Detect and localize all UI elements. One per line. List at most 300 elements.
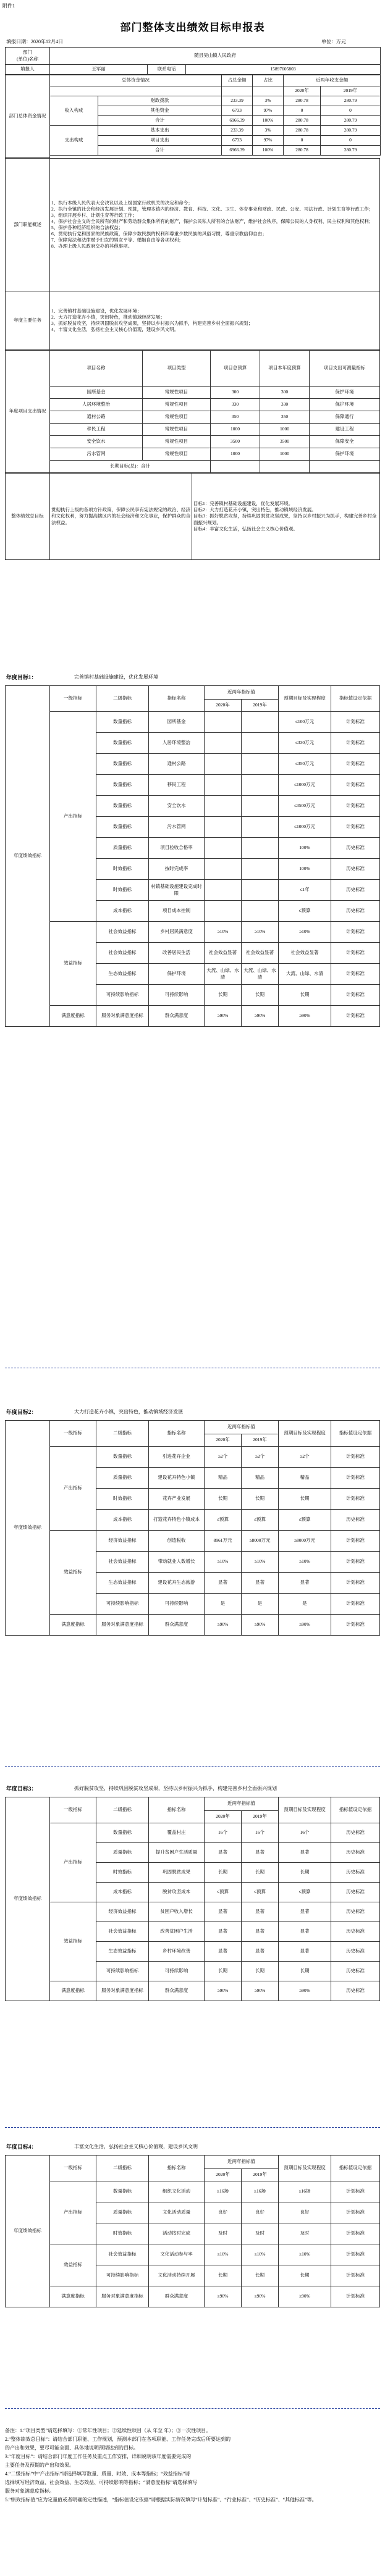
indicator-2019: 显著	[242, 1942, 279, 1962]
header-level2: 二级指标	[96, 686, 149, 712]
goal-text: 抓好脱贫攻坚，持续巩固脱贫攻坚成果，坚持以乡村振兴为抓手，构建完善乡村全面振兴规划	[74, 1786, 277, 1791]
header-target: 预期目标及实现程度	[279, 686, 331, 712]
indicator-name: 文化活动质量	[149, 2202, 205, 2223]
indicator-target: 长期	[279, 1962, 331, 1981]
indicator-row	[6, 1006, 380, 1027]
income-row-ratio: 100%	[253, 116, 284, 126]
indicator-2020: 显著	[205, 1942, 242, 1962]
indicator-target: ≥10%	[279, 2244, 331, 2265]
indicator-level2: 数量指标	[96, 754, 149, 775]
indicator-2019: ≥10%	[242, 2244, 279, 2265]
indicator-name: 群众满意度	[149, 1981, 205, 2001]
annual-work-content	[50, 291, 380, 350]
section-divider	[5, 2408, 380, 2409]
indicator-basis: 历史标准	[331, 1843, 380, 1863]
goal-label: 年度目标3：	[6, 1786, 37, 1792]
expense-row-ratio: 97%	[253, 136, 284, 146]
header-recent: 近两年指标值	[205, 2156, 279, 2169]
indicator-basis: 历史标准	[331, 1510, 380, 1531]
project-year: 300	[260, 387, 310, 399]
indicator-level1: 满意度指标	[50, 1981, 96, 2001]
header-target: 预期目标及实现程度	[279, 1797, 331, 1823]
indicator-2020: 长期	[205, 1863, 242, 1883]
indicator-target: 100%	[279, 859, 331, 880]
header-level1: 一级指标	[50, 1421, 96, 1447]
indicator-target: 显著	[279, 1942, 331, 1962]
indicator-2019: 长期	[242, 1863, 279, 1883]
indicator-basis: 计划标准	[331, 2223, 380, 2244]
page-title: 部门整体支出绩效目标申报表	[120, 22, 265, 33]
indicator-target: ≥90%	[279, 2286, 331, 2307]
projects-label: 年度项目支出情况	[6, 351, 50, 473]
expense-row-ratio: 3%	[253, 126, 284, 136]
indicator-name: 带动就业人数增长	[149, 1552, 205, 1573]
header-year-2020: 2020年	[205, 1811, 242, 1823]
indicator-level2: 社会效益指标	[96, 922, 149, 943]
indicator-2020	[205, 796, 242, 817]
note-line: 服务对象满意度指标。	[5, 2488, 54, 2494]
indicator-2020	[205, 754, 242, 775]
indicator-target: ≤1年	[279, 880, 331, 901]
indicator-level2: 数量指标	[96, 733, 149, 754]
indicator-name: 覆盖村庄	[149, 1823, 205, 1843]
indicator-basis: 历史标准	[331, 1962, 380, 1981]
indicator-level2: 服务对象满意度指标	[96, 1615, 149, 1636]
indicator-basis: 计划标准	[331, 712, 380, 733]
indicator-level2: 数量指标	[96, 796, 149, 817]
indicator-name: 贫困户收入增长	[149, 1902, 205, 1922]
indicator-2020: ≥90%	[205, 2286, 242, 2307]
indicator-name: 建设花卉生态旅游	[149, 1573, 205, 1594]
project-year: 330	[260, 399, 310, 411]
indicator-target: ≥90%	[279, 1981, 331, 2001]
project-type: 常规性项目	[143, 399, 211, 411]
indicator-target: ≥10%	[279, 922, 331, 943]
indicator-name: 改善贫困户生活	[149, 1922, 205, 1942]
indicator-target: 良好	[279, 2202, 331, 2223]
indicator-level2: 时效指标	[96, 859, 149, 880]
indicator-level1: 产出指标	[50, 712, 96, 922]
indicator-target: ≥90%	[279, 1615, 331, 1636]
header-year-2020: 2020年	[205, 1434, 242, 1447]
basic-info-table	[5, 47, 381, 75]
indicator-2019: 社会效益显著	[242, 943, 279, 964]
indicator-basis: 计划标准	[331, 964, 380, 985]
indicator-row	[6, 2244, 380, 2265]
indicator-name: 提升贫困户生活质量	[149, 1843, 205, 1863]
indicator-row	[6, 922, 380, 943]
indicator-2019	[242, 901, 279, 922]
indicator-2019	[242, 838, 279, 859]
header-recent: 近两年指标值	[205, 1421, 279, 1434]
indicator-level2: 质量指标	[96, 2202, 149, 2223]
indicator-basis: 计划标准	[331, 796, 380, 817]
budget-header-ratio: 占比	[253, 75, 284, 86]
contact-label: 填报人	[6, 65, 50, 75]
indicator-level2: 社会效益指标	[96, 1552, 149, 1573]
note-line: 2.“整体绩效总目标”：请结合部门职能、工作规划，预测本部门在各项职能、工作任务完成后所要达到的	[5, 2436, 231, 2442]
indicator-row	[6, 2286, 380, 2307]
indicator-target: 大流、山绿、水清	[279, 964, 331, 985]
indicator-basis: 计划标准	[331, 2286, 380, 2307]
header-indicator: 指标名称	[149, 1797, 205, 1823]
goal-indicator-table	[5, 2155, 380, 2307]
attachment-label: 附件1	[2, 3, 15, 9]
indicator-basis: 历史标准	[331, 838, 380, 859]
indicator-name: 可持续影响	[149, 1594, 205, 1615]
indicator-basis: 计划标准	[331, 754, 380, 775]
indicator-basis: 历史标准	[331, 1922, 380, 1942]
note-line: 选择填写经济效益、社会效益、生态效益、可持续影响等指标；“满意度指标”请选择填写	[5, 2480, 198, 2485]
expense-row-2019: 280.79	[321, 146, 381, 156]
header-level1: 一级指标	[50, 686, 96, 712]
header-level2: 二级指标	[96, 1421, 149, 1447]
project-total: 3500	[211, 436, 260, 448]
indicator-name: 建设花卉特色小镇	[149, 1468, 205, 1489]
indicator-target: 是	[279, 1594, 331, 1615]
indicator-level2: 成本指标	[96, 1510, 149, 1531]
duties-content	[50, 159, 380, 291]
projects-table	[5, 350, 380, 473]
indicator-2019: 长期	[242, 1489, 279, 1510]
indicator-target: ≤350万元	[279, 754, 331, 775]
indicator-2020: 是	[205, 1594, 242, 1615]
duties-label: 部门职能概述	[6, 159, 50, 291]
projects-header-total: 项目总预算	[211, 351, 260, 387]
indicator-level2: 生态效益指标	[96, 1942, 149, 1962]
indicator-name: 项目成本控制	[149, 901, 205, 922]
header-basis: 指标值设定依据	[331, 2156, 380, 2181]
indicator-target: ≥8000万元	[279, 1531, 331, 1552]
indicator-2020	[205, 859, 242, 880]
project-metric: 保护环境	[310, 448, 380, 461]
indicator-target: 显著	[279, 1922, 331, 1942]
indicator-level2: 服务对象满意度指标	[96, 2286, 149, 2307]
project-name: 园所基金	[50, 387, 143, 399]
indicator-2019	[242, 880, 279, 901]
income-label: 收入构成	[50, 96, 98, 126]
indicator-basis: 计划标准	[331, 2244, 380, 2265]
project-type: 常规性项目	[143, 436, 211, 448]
indicator-level2: 可持续影响指标	[96, 1594, 149, 1615]
indicator-basis: 计划标准	[331, 817, 380, 838]
income-row-amount: 233.39	[222, 96, 253, 106]
project-total: 350	[211, 411, 260, 424]
project-name: 移民工程	[50, 424, 143, 436]
indicator-2020: 显著	[205, 1922, 242, 1942]
indicator-2020: 大流、山绿、水清	[205, 964, 242, 985]
income-row-2019: 280.79	[321, 96, 381, 106]
header-year-2019: 2019年	[242, 1434, 279, 1447]
goal-indicator-table	[5, 685, 380, 1027]
indicator-2020: 显著	[205, 1843, 242, 1863]
indicator-name: 村镇基础设施建设完成时限	[149, 880, 205, 901]
indicator-basis: 历史标准	[331, 1981, 380, 2001]
indicator-target: 长期	[279, 985, 331, 1006]
indicator-level2: 数量指标	[96, 1823, 149, 1843]
annual-work-item: 2、大力打造花卉小镇，突出特色，推动镇域经济发展；	[51, 314, 165, 320]
indicator-2019	[242, 859, 279, 880]
indicator-target: ≤3500万元	[279, 796, 331, 817]
indicator-basis: 计划标准	[331, 1552, 380, 1573]
indicator-level2: 社会效益指标	[96, 1922, 149, 1942]
goal-label: 年度目标1：	[6, 674, 37, 680]
indicator-basis: 历史标准	[331, 901, 380, 922]
duty-item: 7、保障宪法和法律赋予妇女的男女平等、婚姻自由等各项权利；	[51, 237, 184, 243]
income-row-amount: 6733	[222, 106, 253, 116]
indicator-2020: 16个	[205, 1823, 242, 1843]
project-metric: 保障安全	[310, 436, 380, 448]
indicator-2020: 显著	[205, 1573, 242, 1594]
indicator-level1: 效益指标	[50, 922, 96, 1006]
indicator-2020	[205, 901, 242, 922]
overall-goal-left: 贯彻执行上级的各项方针政策，保障公民享有宪法规定的政治、经济和文化权利，努力提高辖区内的社会经济和文化事业，保护群众的合法权益。	[50, 474, 192, 560]
income-row-2020: 280.78	[284, 116, 321, 126]
indicator-2019	[242, 817, 279, 838]
goal-indicator-section	[5, 1797, 380, 2001]
indicator-2020: 8961万元	[205, 1531, 242, 1552]
annual-work-item: 4、丰富文化生活，弘扬社会主义核心价值观，建设乡风文明。	[51, 327, 179, 333]
project-name: 通村公路	[50, 411, 143, 424]
header-target: 预期目标及实现程度	[279, 1421, 331, 1447]
indicator-basis: 计划标准	[331, 985, 380, 1006]
indicator-name: 花卉产业发展	[149, 1489, 205, 1510]
indicator-name: 群众满意度	[149, 1006, 205, 1027]
indicator-level1: 效益指标	[50, 2244, 96, 2286]
duty-item: 5、保护各种经济组织的合法权益；	[51, 225, 124, 230]
indicator-basis: 计划标准	[331, 2202, 380, 2223]
indicator-name: 组织文化活动	[149, 2181, 205, 2202]
project-metric: 保护环境	[310, 387, 380, 399]
header-indicator: 指标名称	[149, 1421, 205, 1447]
annual-work-item: 1、完善镇村基础设施建设，优化发展环境；	[51, 307, 142, 314]
indicator-name: 乡村居民满意度	[149, 922, 205, 943]
projects-header-year: 项目本年度预算	[260, 351, 310, 387]
indicator-target: ≥90%	[279, 1006, 331, 1027]
income-row-label: 其他资金	[98, 106, 222, 116]
year-2019: 2019年	[321, 86, 381, 96]
duty-item: 1、执行本级人民代表大会决议以及上级国家行政机关的决定和命令；	[51, 199, 193, 206]
indicator-2020: 及时	[205, 2223, 242, 2244]
expense-row-amount: 233.39	[222, 126, 253, 136]
indicator-target: 社会效益显著	[279, 943, 331, 964]
indicator-level2: 社会效益指标	[96, 943, 149, 964]
note-line: 备注：1.“项目类型”请选择填写：①常年性项目；②延续性项目（从 年至 年）；③一次性项目。	[5, 2428, 211, 2433]
note-line: 3.“年度目标”：请结合部门年度工作任务及重点工作安排，详细说明该年度需要完成的	[5, 2454, 192, 2459]
indicator-name: 改善居民生活	[149, 943, 205, 964]
goal-label: 年度目标4：	[6, 2144, 37, 2150]
indicator-2019: ≥90%	[242, 1006, 279, 1027]
goal-side-label: 年度绩效指标	[6, 1421, 50, 1636]
indicator-level1: 效益指标	[50, 1531, 96, 1615]
indicator-target: 100%	[279, 838, 331, 859]
indicator-2020	[205, 733, 242, 754]
indicator-row	[6, 2181, 380, 2202]
indicator-name: 污水管网	[149, 817, 205, 838]
indicator-name: 创造税收	[149, 1531, 205, 1552]
indicator-name: 打造花卉特色小镇成本	[149, 1510, 205, 1531]
project-name: 人居环境整治	[50, 399, 143, 411]
indicator-level2: 数量指标	[96, 712, 149, 733]
indicator-2020: 社会效益显著	[205, 943, 242, 964]
indicator-2020	[205, 880, 242, 901]
project-type: 常规性项目	[143, 411, 211, 424]
expense-row-2020: 280.78	[284, 146, 321, 156]
goal-indicator-section	[5, 685, 380, 1027]
indicator-target: ≥16场	[279, 2181, 331, 2202]
indicator-name: 乡村环境改善	[149, 1942, 205, 1962]
expense-row-2020: 280.78	[284, 126, 321, 136]
indicator-basis: 计划标准	[331, 1615, 380, 1636]
header-indicator: 指标名称	[149, 2156, 205, 2181]
indicator-2020: ≥10%	[205, 1552, 242, 1573]
indicator-2019: ≥90%	[242, 2286, 279, 2307]
indicator-level2: 数量指标	[96, 1447, 149, 1468]
indicator-basis: 计划标准	[331, 1573, 380, 1594]
expense-row-ratio: 100%	[253, 146, 284, 156]
indicator-level2: 质量指标	[96, 1468, 149, 1489]
project-metric: 建设工程	[310, 424, 380, 436]
indicator-2019: 显著	[242, 1573, 279, 1594]
budget-header-amount: 占总金额	[222, 75, 253, 86]
indicator-target: ≤1000万元	[279, 817, 331, 838]
indicator-target: 长期	[279, 2265, 331, 2286]
projects-total-budget	[211, 461, 260, 473]
goal-indicator-section	[5, 2155, 380, 2307]
indicator-target: 长期	[279, 1863, 331, 1883]
indicator-basis: 计划标准	[331, 943, 380, 964]
overall-goal-table	[5, 473, 380, 560]
goal-label: 年度目标2：	[6, 1409, 37, 1415]
indicator-level2: 服务对象满意度指标	[96, 1006, 149, 1027]
indicator-basis: 历史标准	[331, 1883, 380, 1902]
indicator-2020	[205, 817, 242, 838]
header-basis: 指标值设定依据	[331, 1421, 380, 1447]
indicator-basis: 历史标准	[331, 1863, 380, 1883]
indicator-2020	[205, 712, 242, 733]
note-line: 主要任务及预期的产出和效果。	[5, 2462, 74, 2468]
indicator-level2: 可持续影响指标	[96, 1962, 149, 1981]
income-row-label: 财政拨款	[98, 96, 222, 106]
indicator-2019: ≤预算	[242, 1883, 279, 1902]
projects-header-metric: 项目支出可测量指标	[310, 351, 380, 387]
header-year-2019: 2019年	[242, 2169, 279, 2181]
indicator-2020: ≤预算	[205, 1510, 242, 1531]
indicator-name: 安全饮水	[149, 796, 205, 817]
project-type: 常规性项目	[143, 448, 211, 461]
indicator-2019: 显著	[242, 1902, 279, 1922]
indicator-name: 项目验收合格率	[149, 838, 205, 859]
expense-row-2020: 0	[284, 136, 321, 146]
indicator-2019: 及时	[242, 2223, 279, 2244]
duty-item: 8、办理上级人民政府交办的其他事项。	[51, 243, 133, 249]
indicator-target: 及时	[279, 2223, 331, 2244]
indicator-2019	[242, 796, 279, 817]
project-name: 污水管网	[50, 448, 143, 461]
goal-side-label: 年度绩效指标	[6, 686, 50, 1027]
indicator-name: 群众满意度	[149, 1615, 205, 1636]
expense-row-amount: 6733	[222, 136, 253, 146]
indicator-2020	[205, 838, 242, 859]
indicator-level1: 满意度指标	[50, 1006, 96, 1027]
indicator-2020: ≥90%	[205, 1981, 242, 2001]
project-metric: 保障通行	[310, 411, 380, 424]
income-row-2019: 280.79	[321, 116, 381, 126]
indicator-row	[6, 1981, 380, 2001]
indicator-2020: 长期	[205, 1962, 242, 1981]
expense-row-2019: 0	[321, 136, 381, 146]
indicator-level2: 成本指标	[96, 901, 149, 922]
expense-row-label: 基本支出	[98, 126, 222, 136]
duty-item: 6、贯彻执行党和国家的民族政策，保障少数民族的权利和尊重少数民族的风俗习惯，尊重宗教信仰自由；	[51, 231, 267, 237]
contact-value: 王军丽	[50, 65, 148, 75]
project-year: 1000	[260, 448, 310, 461]
indicator-target: ≤预算	[279, 1510, 331, 1531]
header-year-2019: 2019年	[242, 700, 279, 712]
indicator-2020: ≥90%	[205, 1006, 242, 1027]
expense-row-label: 项目支出	[98, 136, 222, 146]
indicator-target: 显著	[279, 1573, 331, 1594]
expense-row-amount: 6966.39	[222, 146, 253, 156]
fill-date: 填报日期：2020年12月4日	[6, 39, 63, 44]
project-type: 常规性项目	[143, 387, 211, 399]
indicator-2020: ≥2个	[205, 1447, 242, 1468]
indicator-target: ≤330万元	[279, 733, 331, 754]
indicator-basis: 计划标准	[331, 1489, 380, 1510]
goal-text: 大力打造花卉小镇，突出特色，推动镇域经济发展	[74, 1409, 183, 1415]
projects-total-year	[260, 461, 310, 473]
income-row-ratio: 97%	[253, 106, 284, 116]
note-line: 4.“二级指标”中“产出指标”请选择填写数量、质量、时效、成本等指标；“效益指标”请	[5, 2471, 190, 2477]
indicator-name: 可持续影响	[149, 1962, 205, 1981]
indicator-2019: 良好	[242, 2202, 279, 2223]
indicator-target: ≤预算	[279, 901, 331, 922]
indicator-name: 活动按时完成	[149, 2223, 205, 2244]
indicator-2019	[242, 733, 279, 754]
income-row-2020: 0	[284, 106, 321, 116]
project-total: 1000	[211, 448, 260, 461]
budget-table	[5, 75, 381, 158]
income-row-2019: 0	[321, 106, 381, 116]
annual-work-item: 3、抓好脱贫攻坚，持续巩固脱贫攻坚成果，坚持以乡村振兴为抓手，构建完善乡村全面振兴规划；	[51, 320, 253, 326]
indicator-2020: ≥16场	[205, 2181, 242, 2202]
indicator-level2: 生态效益指标	[96, 1573, 149, 1594]
header-recent: 近两年指标值	[205, 1797, 279, 1811]
phone-value: 15897605803	[186, 65, 381, 75]
indicator-basis: 计划标准	[331, 775, 380, 796]
project-year: 350	[260, 411, 310, 424]
section-divider	[5, 1766, 380, 1767]
indicator-basis: 计划标准	[331, 1531, 380, 1552]
duty-item: 3、组织开展乡村、计划生育等行政工作；	[51, 212, 137, 218]
section-divider	[5, 2127, 380, 2128]
indicator-2020: ≥10%	[205, 2244, 242, 2265]
indicator-basis: 计划标准	[331, 2265, 380, 2286]
indicator-level1: 产出指标	[50, 1447, 96, 1531]
header-level2: 二级指标	[96, 1797, 149, 1823]
indicator-name: 引进花卉企业	[149, 1447, 205, 1468]
project-name: 安全饮水	[50, 436, 143, 448]
indicator-2019: ≥10%	[242, 922, 279, 943]
indicator-level2: 生态效益指标	[96, 964, 149, 985]
header-basis: 指标值设定依据	[331, 1797, 380, 1823]
budget-header-recent: 近两年收支金额	[284, 75, 381, 86]
indicator-basis: 计划标准	[331, 1468, 380, 1489]
header-year-2019: 2019年	[242, 1811, 279, 1823]
header-basis: 指标值设定依据	[331, 686, 380, 712]
projects-header-name: 项目名称	[50, 351, 143, 387]
goal-indicator-table	[5, 1797, 380, 2001]
